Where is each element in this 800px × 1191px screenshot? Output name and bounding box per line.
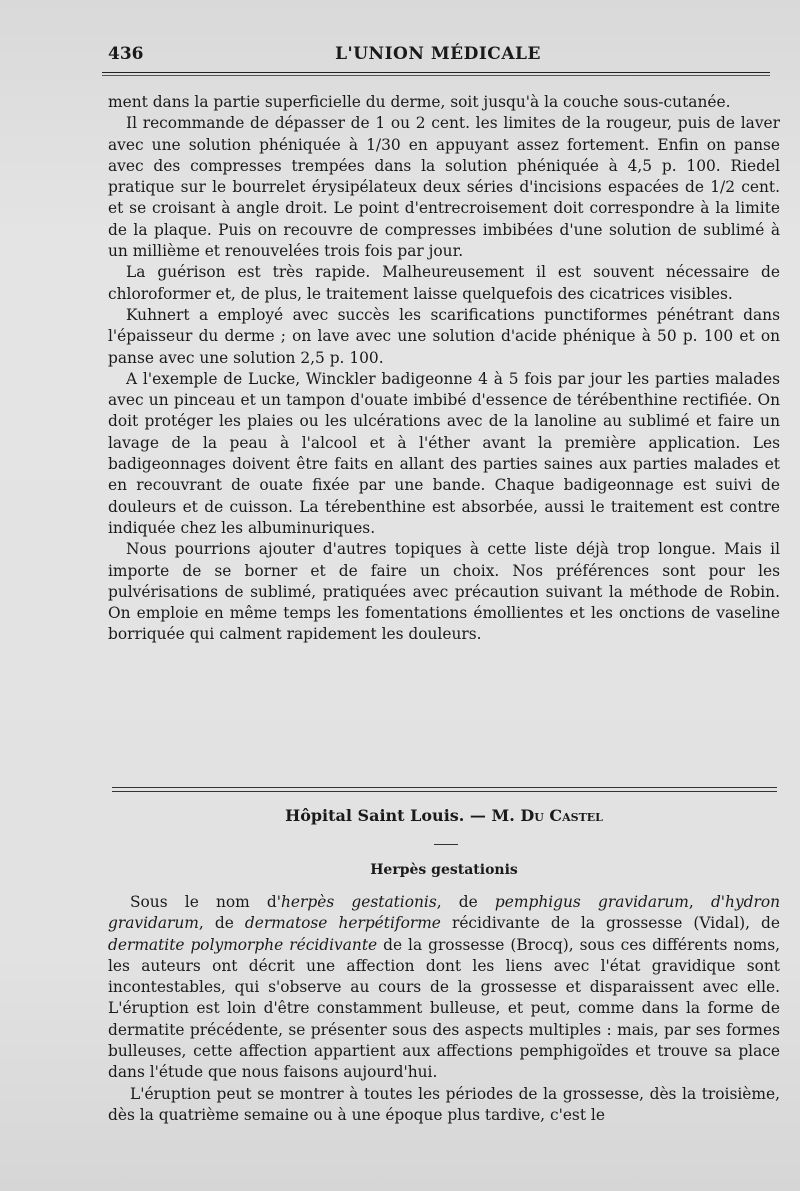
running-header [108, 44, 768, 72]
term: pemphigus gravidarum [494, 893, 689, 911]
section-heading [108, 806, 780, 825]
page-number: 436 [108, 44, 144, 64]
paragraph: La guérison est très rapide. Malheureusement il est souvent nécessaire de chloroformer et, de plus, le traitement laisse quelquefois des cicatrices visibles. [108, 263, 780, 303]
paragraph: ment dans la partie superficielle du derme, soit jusqu'à la couche sous-cutanée. [108, 93, 731, 111]
paragraph: Sous le nom d'herpès gestationis, de pemphigus gravidarum, d'hydron gravidarum, de dermatose herpétiforme récidivante de la grossesse (Vidal), de dermatite polymorphe récidivante de la grossesse (Brocq), sous ces différents noms, les auteurs ont décrit une affection dont les liens avec l'état gravidique sont incontestables, qui s'observe au cours de la grossesse et disparaissent avec elle. L'éruption est loin d'être constamment bulleuse, et peut, comme dans la forme de dermatite précédente, se présenter sous des aspects multiples : mais, par ses formes bulleuses, cette affection appartient aux affections pemphigoïdes et trouve sa place dans l'étude que nous faisons aujourd'hui. [108, 893, 781, 1082]
paragraph: L'éruption peut se montrer à toutes les périodes de la grossesse, dès la troisième, dès la quatrième semaine ou à une époque plus tardive, c'est le [108, 1084, 780, 1124]
term: dermatite polymorphe récidivante [108, 935, 378, 954]
paragraph: Kuhnert a employé avec succès les scarifications punctiformes pénétrant dans l'épaisseur du derme ; on lave avec une solution d'acide phénique à 50 p. 100 et on panse avec une solution 2,5 p. 100. [108, 305, 780, 367]
paragraph: Nous pourrions ajouter d'autres topiques à cette liste déjà trop longue. Mais il importe de se borner et de faire un choix. Nos préférences sont pour les pulvérisations de sublimé, pratiquées avec précaution suivant la méthode de Robin. On emploie en même temps les fomentations émollientes et les onctions de vaseline borriquée qui calment rapidement les douleurs. [108, 540, 780, 644]
term: dermatose herpétiforme [244, 914, 441, 933]
header-rule [102, 72, 770, 76]
article-body [108, 92, 780, 646]
author-name: Du Castel [520, 806, 603, 825]
term: herpès gestationis [281, 893, 437, 911]
term: d'hydron gravidarum [108, 893, 781, 933]
subsection-title: Herpès gestationis [370, 862, 518, 878]
section-divider [112, 787, 777, 792]
hospital-prefix: Hôpital Saint Louis. — M. [285, 806, 515, 825]
paragraph: A l'exemple de Lucke, Winckler badigeonne 4 à 5 fois par jour les parties malades avec un pinceau et un tampon d'ouate imbibé d'essence de térébenthine rectifiée. On doit protéger les plaies ou les ulcérations avec de la lanoline au sublimé et faire un lavage de la peau à l'alcool et à l'éther avant la première application. Les badigeonnages doivent être faits en allant des parties saines aux parties malades et en recouvrant de ouate fixée par une bande. Chaque badigeonnage est suivi de douleurs et de cuisson. La térebenthine est absorbée, aussi le traitement est contre indiquée chez les albuminuriques. [108, 369, 780, 537]
short-divider [434, 844, 458, 845]
paragraph: Il recommande de dépasser de 1 ou 2 cent. les limites de la rougeur, puis de laver avec une solution phéniquée à 1/30 en appuyant assez fortement. Enfin on panse avec des compresses trempées dans la solution phéniquée à 4,5 p. 100. Riedel pratique sur le bourrelet érysipélateux deux séries d'incisions espacées de 1/2 cent. et se croisant à angle droit. Le point d'entrecroisement doit correspondre à la limite de la plaque. Puis on recouvre de compresses imbibées d'une solution de sublimé à un millième et renouvelées trois fois par jour. [108, 114, 780, 261]
section-body [108, 892, 780, 1126]
journal-title: L'UNION MÉDICALE [335, 44, 541, 64]
